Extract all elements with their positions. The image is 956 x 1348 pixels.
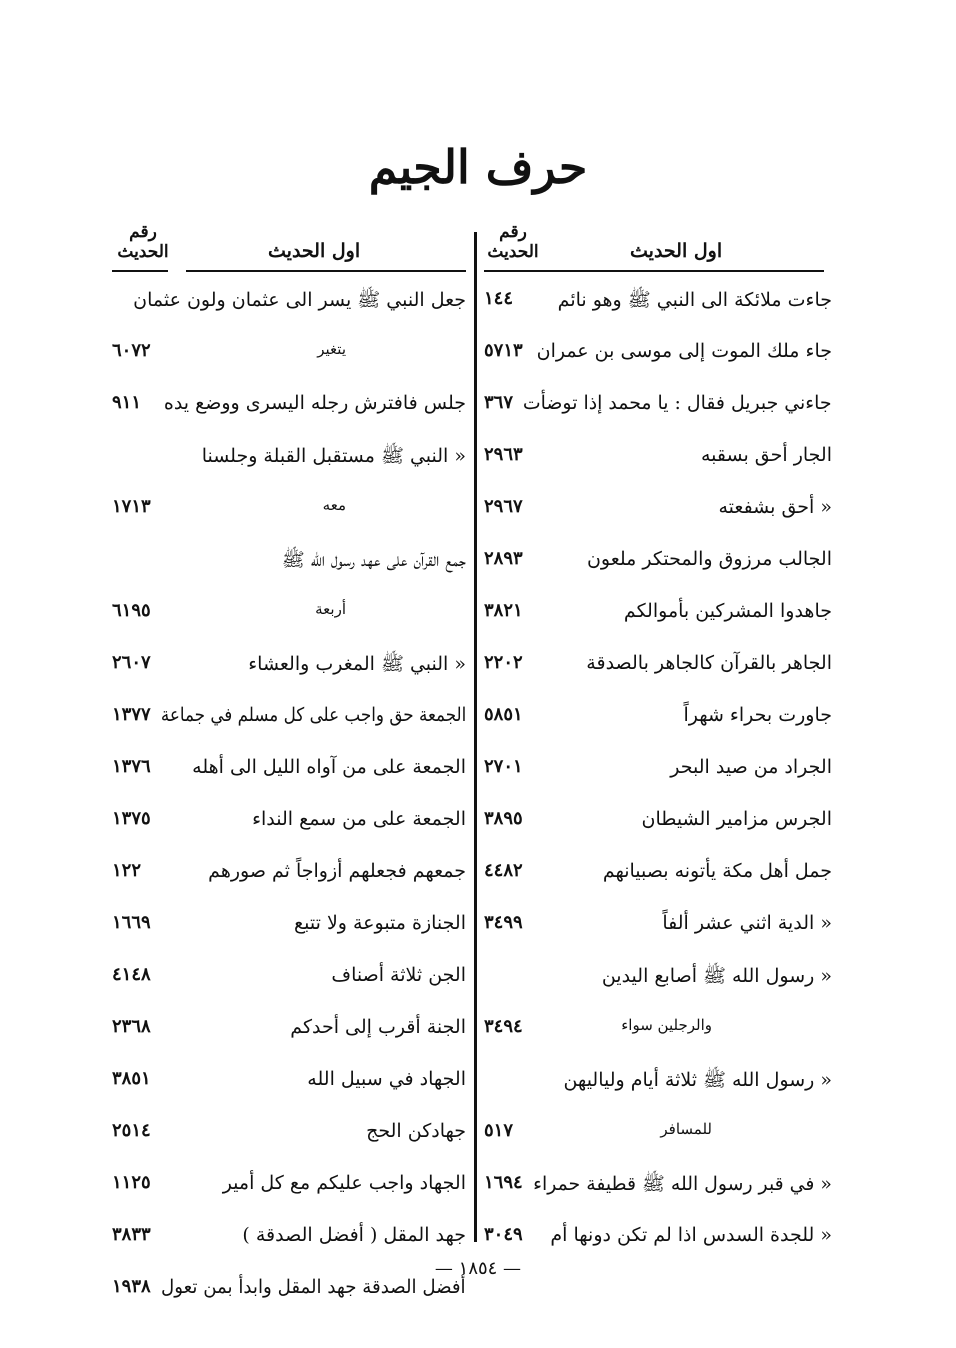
right-index-entry [484,1060,832,1104]
right-header-number-line2: الحديث [487,242,539,262]
hadith-number: ٢٦٠٧ [112,652,151,673]
hadith-number: ١٦٦٩ [112,912,151,933]
hadith-number: ١٩٣٨ [112,1276,151,1297]
hadith-number: ١٤٤ [484,288,514,309]
hadith-number: ٣٨٥١ [112,1068,151,1089]
left-index-entry [112,956,466,1000]
hadith-opening-text: والرجلين سواء [621,1016,712,1034]
left-header-title-divider [186,270,466,272]
right-index-entry [484,488,832,532]
left-index-entry [112,540,466,584]
hadith-number: ٩١١ [112,392,142,413]
hadith-number: ٥١٧ [484,1120,514,1141]
left-header-number-line1: رقم [129,222,157,242]
hadith-opening-text: جاورت بحراء شهراً [683,704,832,726]
hadith-opening-text: جلس فافترش رجله اليسرى ووضع يده [163,392,466,414]
hadith-opening-text: « رسول الله ﷺ ثلاثة أيام ولياليهن [563,1069,832,1091]
right-index-entry [484,748,832,792]
hadith-number: ٦٠٧٢ [112,340,151,361]
hadith-number: ٥٨٥١ [484,704,523,725]
hadith-opening-text: جمل أهل مكة يأتونه بصبيانهم [602,860,832,882]
hadith-number: ١٦٩٤ [484,1172,523,1193]
right-header-title: اول الحديث [630,240,723,262]
right-index-entry [484,280,832,324]
hadith-number: ٣٨٢١ [484,600,523,621]
hadith-opening-text: أفضل الصدقة جهد المقل وابدأ بمن تعول [161,1276,466,1298]
hadith-opening-text: « الدية اثني عشر ألفاً [662,912,832,934]
hadith-opening-text: جهادكن الحج [366,1120,466,1142]
hadith-opening-text: « في قبر رسول الله ﷺ قطيفة حمراء [533,1173,832,1195]
left-header-number-divider [112,270,168,272]
left-header-number-label [108,222,178,262]
left-index-entry [112,488,466,532]
left-index-entry [112,852,466,896]
left-index-entry [112,332,466,376]
hadith-number: ٣٠٤٩ [484,1224,523,1245]
right-index-entry [484,1008,832,1052]
hadith-number: ٢٨٩٣ [484,548,523,569]
hadith-number: ٣٨٣٣ [112,1224,151,1245]
left-index-entry [112,904,466,948]
hadith-opening-text: « للجدة السدس اذا لم تكن دونها أم [550,1224,832,1246]
left-index-entry [112,1008,466,1052]
hadith-number: ٢٧٠١ [484,756,523,777]
right-index-entry [484,800,832,844]
hadith-number: ٣٦٧ [484,392,514,413]
left-index-entry [112,1112,466,1156]
right-index-entry [484,1164,832,1208]
hadith-number: ٣٤٩٤ [484,1016,523,1037]
hadith-opening-text: جاهدوا المشركين بأموالكم [623,600,832,622]
hadith-opening-text: معه [322,496,346,514]
hadith-opening-text: جمعهم فجعلهم أزواجاً ثم صورهم [208,860,466,882]
hadith-opening-text: الجالب مرزوق والمحتكر ملعون [586,548,832,570]
hadith-opening-text: الجنازة متبوعة ولا تتبع [294,912,466,934]
hadith-opening-text: الجهاد في سبيل الله [307,1068,466,1090]
hadith-number: ٢٣٦٨ [112,1016,151,1037]
hadith-number: ١٢٢ [112,860,142,881]
right-header-divider [484,270,824,272]
hadith-opening-text: للمسافر [660,1120,712,1138]
hadith-opening-text: « النبي ﷺ المغرب والعشاء [248,653,466,675]
page-number: — ١٨٥٤ — [434,1258,522,1279]
hadith-opening-text: الجنة أقرب إلى أحدكم [290,1016,466,1038]
hadith-opening-text: جاءني جبريل فقال : يا محمد إذا توضأت [523,392,832,414]
column-divider [474,232,477,1242]
left-index-entry [112,748,466,792]
hadith-number: ٣٨٩٥ [484,808,523,829]
hadith-opening-text: يتغير [317,340,346,358]
hadith-opening-text: جاءت ملائكة الى النبي ﷺ وهو نائم [557,289,832,311]
left-index-entry [112,384,466,428]
right-index-entry [484,852,832,896]
hadith-number: ٤١٤٨ [112,964,151,985]
hadith-opening-text: الجاهر بالقرآن كالجاهر بالصدقة [586,652,832,674]
left-index-entry [112,696,466,740]
hadith-number: ٣٤٩٩ [484,912,523,933]
left-index-entry [112,436,466,480]
hadith-number: ٦١٩٥ [112,600,151,621]
left-index-entry [112,1164,466,1208]
hadith-number: ١٧١٣ [112,496,151,517]
right-index-entry [484,592,832,636]
left-index-entry [112,1060,466,1104]
hadith-opening-text: جاء ملك الموت إلى موسى بن عمران [536,340,832,362]
hadith-opening-text: « النبي ﷺ مستقبل القبلة وجلسنا [201,445,466,467]
hadith-opening-text: أربعة [315,600,346,618]
hadith-opening-text: جهد المقل ( أفضل الصدقة ) [242,1224,466,1246]
right-index-entry [484,1112,832,1156]
hadith-number: ٤٤٨٢ [484,860,523,881]
left-index-entry [112,592,466,636]
hadith-number: ١٣٧٦ [112,756,151,777]
hadith-number: ١٣٧٥ [112,808,151,829]
hadith-number: ١٣٧٧ [112,704,151,725]
hadith-opening-text: جعل النبي ﷺ يسر الى عثمان ولون عثمان [133,289,466,311]
hadith-opening-text: الجهاد واجب عليكم مع كل أمير [222,1172,466,1194]
right-index-entry [484,332,832,376]
right-index-entry [484,696,832,740]
hadith-opening-text: الجراد من صيد البحر [670,756,832,778]
right-index-entry [484,644,832,688]
right-index-entry [484,384,832,428]
hadith-opening-text: الجمعة على من آواه الليل الى أهله [192,756,466,778]
hadith-number: ٢٩٦٣ [484,444,523,465]
right-index-entry [484,436,832,480]
left-header-title: اول الحديث [268,240,361,262]
left-index-entry [112,644,466,688]
hadith-opening-text: الجمعة حق واجب على كل مسلم في جماعة [160,704,466,726]
hadith-number: ٢٥١٤ [112,1120,151,1141]
left-index-entry [112,800,466,844]
left-index-entry [112,1216,466,1260]
left-header-number-line2: الحديث [117,242,169,262]
right-index-entry [484,540,832,584]
right-header-number-label [478,222,548,262]
hadith-opening-text: « رسول الله ﷺ أصابع اليدين [601,965,832,987]
hadith-number: ٢٩٦٧ [484,496,523,517]
hadith-opening-text: الجمعة على من سمع النداء [252,808,466,830]
right-header-number-line1: رقم [499,222,527,242]
hadith-number: ٥٧١٣ [484,340,523,361]
hadith-opening-text: الجن ثلاثة أصناف [331,964,466,986]
hadith-opening-text: الجار أحق بسقبه [700,444,832,466]
left-index-entry [112,280,466,324]
right-index-entry [484,1216,832,1260]
hadith-opening-text: جمع القرآن على عهد رسول الله ﷺ [281,549,466,571]
hadith-opening-text: الجرس مزامير الشيطان [641,808,832,830]
right-index-entry [484,956,832,1000]
page-title: حرف الجيم [368,140,588,194]
right-index-entry [484,904,832,948]
hadith-number: ٢٢٠٢ [484,652,523,673]
hadith-number: ١١٢٥ [112,1172,151,1193]
hadith-opening-text: « أحق بشفعته [718,496,832,518]
